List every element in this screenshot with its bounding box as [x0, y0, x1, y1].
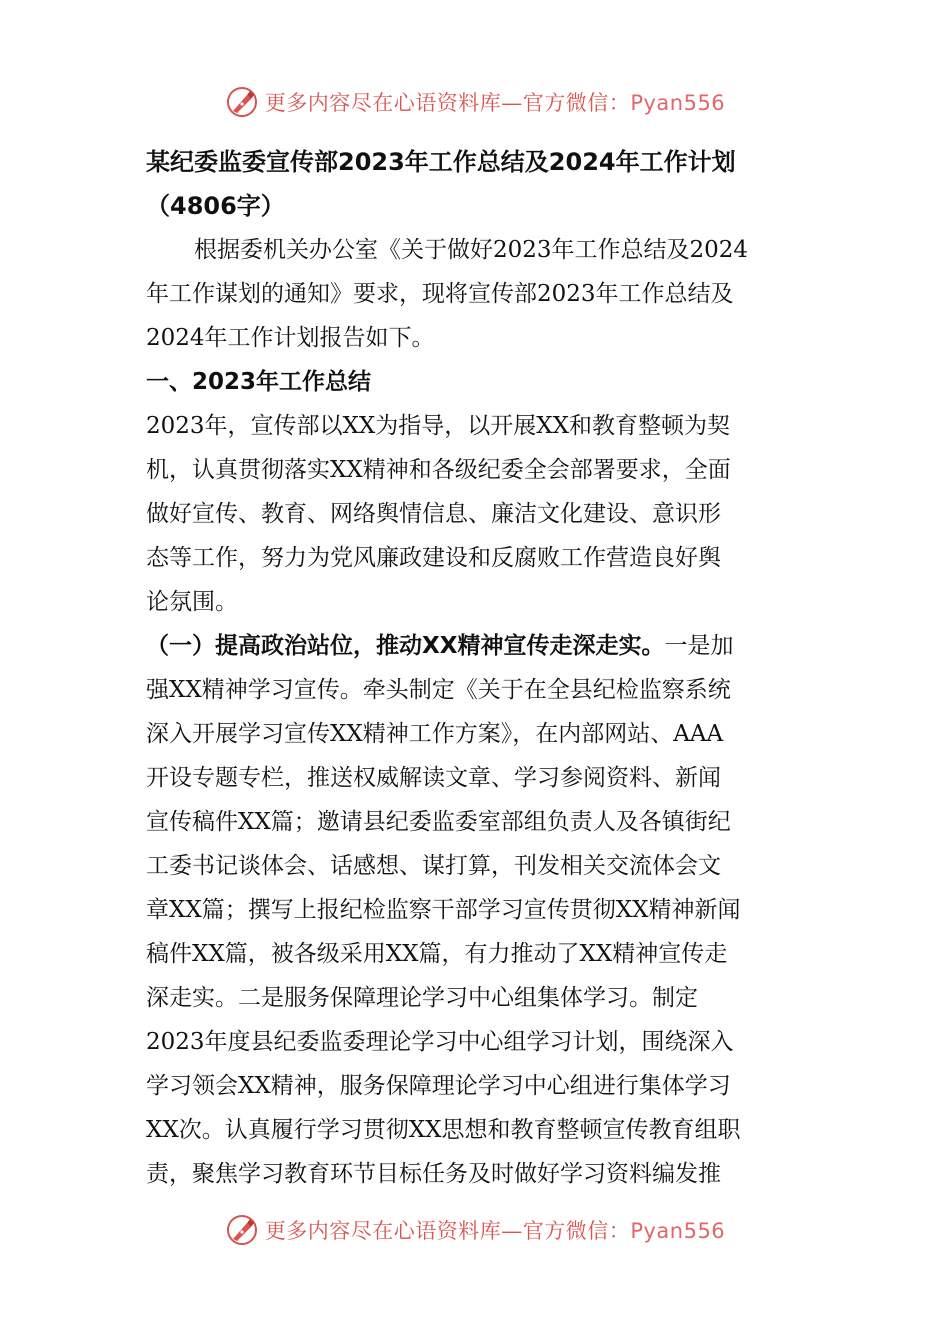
subsection-line: 学习领会XX精神，服务保障理论学习中心组进行集体学习 — [146, 1073, 731, 1099]
subsection-line: 2023年度县纪委监委理论学习中心组学习计划，围绕深入 — [146, 1029, 734, 1055]
document-word-count: （4806字） — [146, 192, 285, 220]
pen-nib-circle-icon — [225, 85, 259, 119]
section-line: 做好宣传、教育、网络舆情信息、廉洁文化建设、意识形 — [146, 501, 721, 527]
subsection-first-line — [146, 624, 806, 668]
subsection-line: 稿件XX篇，被各级采用XX篇，有力推动了XX精神宣传走 — [146, 941, 728, 967]
section-line: 态等工作，努力为党风廉政建设和反腐败工作营造良好舆 — [146, 545, 721, 571]
subsection-line: 章XX篇；撰写上报纪检监察干部学习宣传贯彻XX精神新闻 — [146, 897, 741, 923]
intro-line: 2024年工作计划报告如下。 — [146, 325, 435, 351]
subsection-line: 深入开展学习宣传XX精神工作方案》，在内部网站、AAA — [146, 721, 724, 747]
subsection-text: 一是加 — [664, 633, 734, 659]
watermark-text: 更多内容尽在心语资料库—官方微信：Pyan556 — [264, 91, 726, 115]
subsection-heading: （一）提高政治站位，推动XX精神宣传走深走实。 — [146, 633, 665, 659]
intro-line: 年工作谋划的通知》要求，现将宣传部2023年工作总结及 — [146, 281, 734, 307]
subsection-line: 开设专题专栏，推送权威解读文章、学习参阅资料、新闻 — [146, 765, 721, 791]
subsection-line: 宣传稿件XX篇；邀请县纪委监委室部组负责人及各镇街纪 — [146, 809, 731, 835]
subsection-line: 工委书记谈体会、话感想、谋打算，刊发相关交流体会文 — [146, 853, 721, 879]
intro-line: 根据委机关办公室《关于做好2023年工作总结及2024 — [194, 237, 749, 263]
watermark-top — [0, 82, 950, 122]
section-heading: 一、2023年工作总结 — [146, 369, 372, 395]
subsection-line: 强XX精神学习宣传。牵头制定《关于在全县纪检监察系统 — [146, 677, 731, 703]
subsection-line: 责，聚焦学习教育环节目标任务及时做好学习资料编发推 — [146, 1161, 721, 1187]
watermark-text: 更多内容尽在心语资料库—官方微信：Pyan556 — [264, 1219, 726, 1243]
pen-nib-circle-icon — [225, 1213, 259, 1247]
watermark-bottom — [0, 1210, 950, 1250]
document-title: 某纪委监委宣传部2023年工作总结及2024年工作计划 — [146, 148, 736, 176]
section-line: 论氛围。 — [146, 589, 238, 615]
document-body — [146, 140, 806, 1196]
subsection-line: XX次。认真履行学习贯彻XX思想和教育整顿宣传教育组职 — [146, 1117, 741, 1143]
section-line: 机，认真贯彻落实XX精神和各级纪委全会部署要求，全面 — [146, 457, 731, 483]
subsection-line: 深走实。二是服务保障理论学习中心组集体学习。制定 — [146, 985, 698, 1011]
section-line: 2023年，宣传部以XX为指导，以开展XX和教育整顿为契 — [146, 413, 731, 439]
